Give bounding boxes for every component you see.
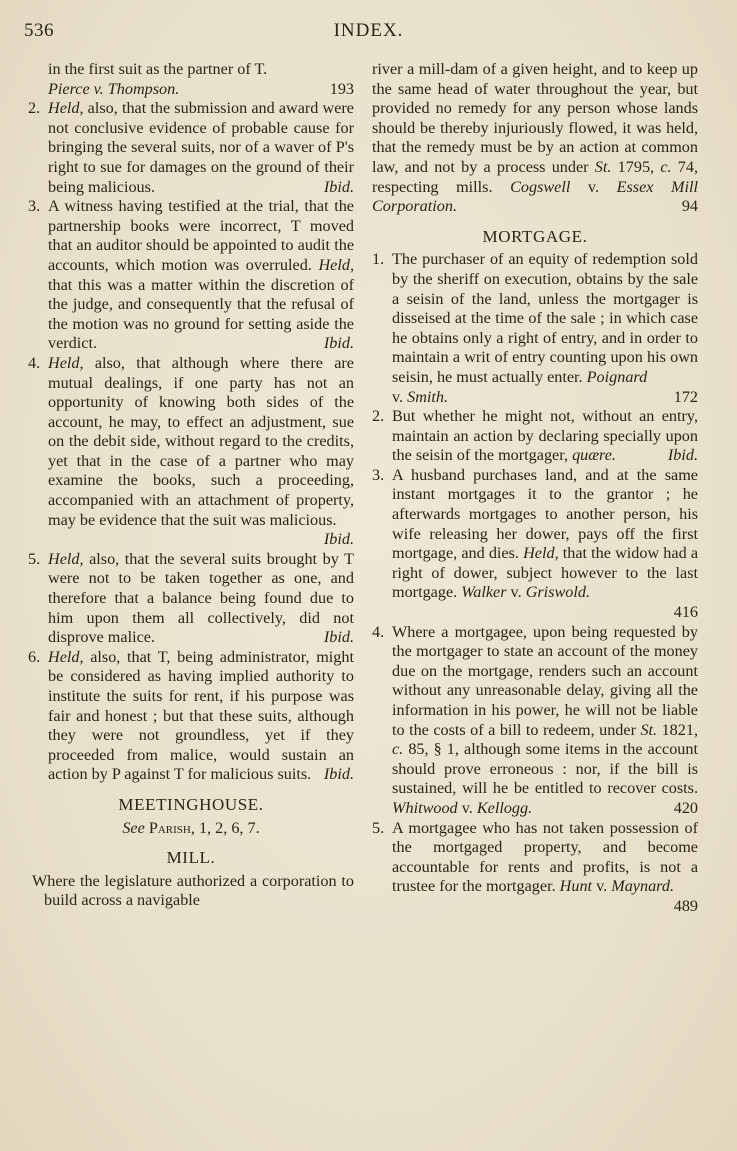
citation: Ibid. xyxy=(667,446,698,465)
section-heading-mortgage: MORTGAGE. xyxy=(482,226,588,246)
citation: Ibid. xyxy=(323,177,354,196)
right-column xyxy=(372,60,698,917)
page-header xyxy=(24,20,713,46)
entry-5: 5. Held, also, that the several suits brought by T were not to be taken together as one, and therefore that a balance being found due to him upon them all collectively, did not disprove malice. Ibid. xyxy=(28,549,354,647)
section-heading-mill: MILL. xyxy=(166,848,216,868)
see-reference: See Parish, 1, 2, 6, 7. xyxy=(122,818,260,837)
entry-continuation: in the first suit as the partner of T. Pierce v. Thompson. 193 xyxy=(48,60,354,98)
mortgage-entry-3: 3. A husband purchases land, and at the same instant mortgages it to the grantor ; he afterwards mortgages to another person, his wife releasing her dower, pays off the first mortgage, and dies. Held, that the widow had a right of dower, subject however to the last mortgage. Walker v. Griswold. 416 xyxy=(372,465,699,622)
page-ref: 94 xyxy=(681,197,698,216)
page-ref: 420 xyxy=(673,798,698,817)
entry-3: 3. A witness having testified at the trial, that the partnership books were incorrect, T moved that an auditor should be appointed to audit the accounts, which motion was overruled. Held, that this was a matter within the discretion of the judge, and consequently that the refusal of the motion was no ground for setting aside the verdict. Ibid. xyxy=(28,197,354,353)
citation: Ibid. xyxy=(323,628,354,647)
mortgage-entry-5: 5. A mortgagee who has not taken possession of the mortgaged property, and become accountable for rents and profits, is not a trustee for the mortgager. Hunt v. Maynard. 489 xyxy=(372,818,698,915)
citation: Ibid. xyxy=(323,530,354,549)
case-name: Essex Mill Corporation. xyxy=(372,177,698,216)
page-ref: 489 xyxy=(673,896,698,915)
page-ref: 193 xyxy=(329,79,354,98)
page-number: 536 xyxy=(24,20,54,41)
mill-entry-continuation: river a mill-dam of a given height, and to keep up the same head of water throughout the year, but provided no remedy for any person whose lands should be thereby injuriously flowed, it was held, that the remedy must be by an action at common law, and not by a process under St. 1795, c. 74, respecting mills. Cogswell v. Essex Mill Corporation. 94 xyxy=(372,60,699,216)
page-ref: 416 xyxy=(673,603,698,622)
page-ref: 172 xyxy=(673,387,698,406)
section-heading-meetinghouse: MEETINGHOUSE. xyxy=(118,794,264,814)
entry-6: 6. Held, also, that T, being administrator, might be considered as having implied authority to institute the suits for rent, if his purpose was fair and honest ; but that these suits, although they were not groundless, yet if they proceeded from malice, would sustain an action by P against T for malicious suits. Ibid. xyxy=(28,647,354,784)
mortgage-entry-1: 1. The purchaser of an equity of redemption sold by the sheriff on execution, obtains by the sale a seisin of the land, unless the mortgager is disseised at the time of the sale ; in which case he obtains only a right of entry, and in order to maintain a writ of entry counting upon his own seisin, he must actually enter. Poignard v. Smith. 172 xyxy=(372,250,698,406)
left-column xyxy=(28,60,354,911)
case-name: Cogswell xyxy=(510,177,571,196)
running-title: INDEX. xyxy=(333,20,404,41)
entry-4: 4. Held, also, that although where there are mutual dealings, if one party has not an opportunity of knowing both sides of the account, he may, to effect an adjustment, sue on the debit side, without regard to the credits, yet that in the case of a partner who may examine the books, such a proceeding, accompanied with an attachment of property, may be evidence that the suit was malicious. Ibid. xyxy=(28,353,354,549)
citation: Ibid. xyxy=(323,334,354,353)
citation: Ibid. xyxy=(323,765,354,784)
mortgage-entry-2: 2. But whether he might not, without an entry, maintain an action by declaring specially upon the seisin of the mortgager, quære. Ibid. xyxy=(372,407,698,465)
entry-2: 2. Held, also, that the submission and award were not conclusive evidence of probable cause for bringing the several suits, nor of a waver of P's right to sue for damages on the ground of their being malicious. Ibid. xyxy=(28,99,354,196)
mill-entry: Where the legislature authorized a corporation to build across a navigable xyxy=(32,871,354,910)
case-name: Pierce v. Thompson. xyxy=(48,79,180,98)
mortgage-entry-4: 4. Where a mortgagee, upon being requested by the mortgager to state an account of the money due on the mortgage, renders such an account without any unreasonable delay, giving all the information in his power, he will not be liable to the costs of a bill to redeem, under St. 1821, c. 85, § 1, although some items in the account should prove erroneous : nor, if the bill is sustained, will he be entitled to recover costs. Whitwood v. Kellogg. 420 xyxy=(372,622,698,817)
